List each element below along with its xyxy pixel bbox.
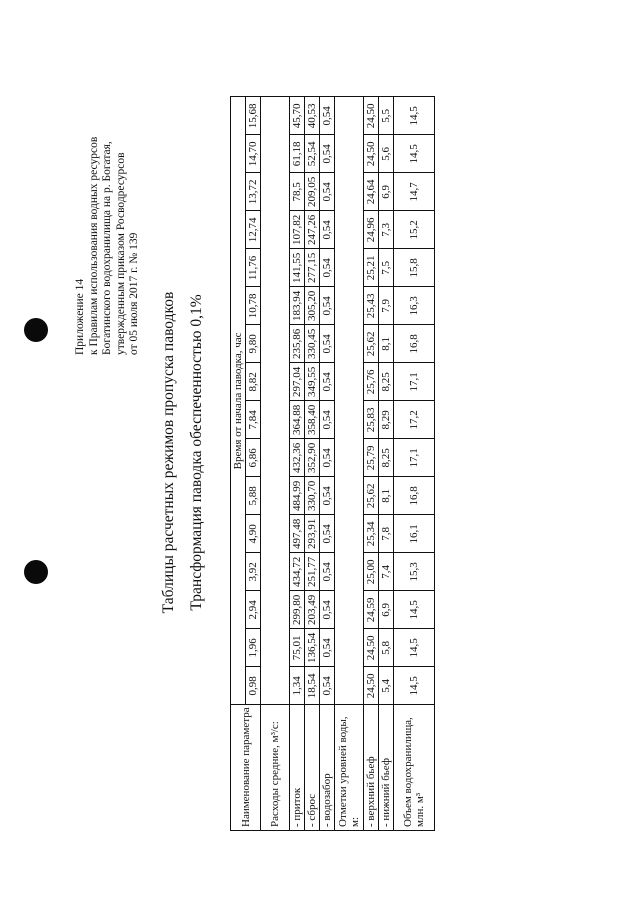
discharge-cell: 203,49 <box>305 591 320 629</box>
upper-cell: 24,50 <box>364 135 379 173</box>
time-header: Время от начала паводка, час <box>231 97 246 705</box>
annex-line: от 05 июля 2017 г. № 139 <box>128 232 141 355</box>
times-cell: 12,74 <box>246 211 261 249</box>
times-cell: 3,92 <box>246 553 261 591</box>
inflow-cell: 45,70 <box>290 97 305 135</box>
volume-cell: 17,1 <box>394 363 435 401</box>
upper-cell: 25,43 <box>364 287 379 325</box>
upper-cell: 24,50 <box>364 629 379 667</box>
annex-line: утвержденным приказом Росводресурсов <box>114 152 127 355</box>
times-cell: 13,72 <box>246 173 261 211</box>
lower-cell: 7,4 <box>379 553 394 591</box>
times-cell: 5,88 <box>246 477 261 515</box>
intake-cell: 0,54 <box>320 135 335 173</box>
upper-cell: 25,83 <box>364 401 379 439</box>
inflow-cell: 297,04 <box>290 363 305 401</box>
level-group-label: Отметки уровней воды, м: <box>335 705 364 831</box>
param-header: Наименование параметра <box>231 705 261 831</box>
inflow-cell: 1,34 <box>290 667 305 705</box>
discharge-cell: 18,54 <box>305 667 320 705</box>
lower-cell: 7,3 <box>379 211 394 249</box>
volume-cell: 15,3 <box>394 553 435 591</box>
annex-line: Богатинского водохранилища на р. Богатая, <box>101 141 114 355</box>
volume-cell: 14,5 <box>394 97 435 135</box>
lower-cell: 6,9 <box>379 591 394 629</box>
inflow-cell: 235,86 <box>290 325 305 363</box>
discharge-cell: 52,54 <box>305 135 320 173</box>
intake-cell: 0,54 <box>320 439 335 477</box>
volume-cell: 16,8 <box>394 325 435 363</box>
inflow-cell: 78,5 <box>290 173 305 211</box>
upper-cell: 24,96 <box>364 211 379 249</box>
intake-row <box>320 97 335 831</box>
volume-cell: 14,5 <box>394 667 435 705</box>
discharge-cell: 352,90 <box>305 439 320 477</box>
discharge-cell: 349,55 <box>305 363 320 401</box>
times-cell: 6,86 <box>246 439 261 477</box>
upper-level-row <box>364 97 379 831</box>
annex-number: Приложение 14 <box>74 278 86 355</box>
times-cell: 1,96 <box>246 629 261 667</box>
upper-cell: 24,50 <box>364 667 379 705</box>
discharge-cell: 209,05 <box>305 173 320 211</box>
volume-cell: 17,1 <box>394 439 435 477</box>
times-cell: 11,76 <box>246 249 261 287</box>
discharge-cell: 40,53 <box>305 97 320 135</box>
lower-cell: 6,9 <box>379 173 394 211</box>
volume-cell: 16,8 <box>394 477 435 515</box>
upper-cell: 25,76 <box>364 363 379 401</box>
row-label: Объем водохранилища, млн. м³ <box>394 705 435 831</box>
intake-cell: 0,54 <box>320 287 335 325</box>
lower-cell: 8,1 <box>379 325 394 363</box>
upper-cell: 25,34 <box>364 515 379 553</box>
intake-cell: 0,54 <box>320 249 335 287</box>
discharge-cell: 330,45 <box>305 325 320 363</box>
intake-cell: 0,54 <box>320 667 335 705</box>
intake-cell: 0,54 <box>320 401 335 439</box>
inflow-cell: 299,80 <box>290 591 305 629</box>
volume-cell: 16,1 <box>394 515 435 553</box>
header-row-1 <box>231 97 246 831</box>
lower-cell: 5,5 <box>379 97 394 135</box>
row-label: - нижний бьеф <box>379 705 394 831</box>
intake-cell: 0,54 <box>320 591 335 629</box>
row-label: - сброс <box>305 705 320 831</box>
times-cell: 15,68 <box>246 97 261 135</box>
annex-line: к Правилам использования водных ресурсов <box>87 136 100 355</box>
intake-cell: 0,54 <box>320 173 335 211</box>
inflow-cell: 61,18 <box>290 135 305 173</box>
annex-header <box>74 25 142 355</box>
discharge-cell: 136,54 <box>305 629 320 667</box>
row-label: - верхний бьеф <box>364 705 379 831</box>
document-subtitle: Трансформация паводка обеспеченностью 0,1% <box>188 294 205 611</box>
inflow-cell: 183,94 <box>290 287 305 325</box>
upper-cell: 24,50 <box>364 97 379 135</box>
lower-cell: 5,8 <box>379 629 394 667</box>
intake-cell: 0,54 <box>320 363 335 401</box>
lower-cell: 8,29 <box>379 401 394 439</box>
lower-cell: 5,6 <box>379 135 394 173</box>
times-cell: 2,94 <box>246 591 261 629</box>
discharge-row <box>305 97 320 831</box>
volume-cell: 16,3 <box>394 287 435 325</box>
discharge-cell: 277,15 <box>305 249 320 287</box>
intake-cell: 0,54 <box>320 553 335 591</box>
lower-cell: 8,25 <box>379 363 394 401</box>
volume-cell: 14,5 <box>394 629 435 667</box>
inflow-cell: 107,82 <box>290 211 305 249</box>
lower-cell: 7,9 <box>379 287 394 325</box>
times-cell: 14,70 <box>246 135 261 173</box>
upper-cell: 25,21 <box>364 249 379 287</box>
intake-cell: 0,54 <box>320 97 335 135</box>
empty-cell <box>261 97 290 705</box>
inflow-cell: 484,99 <box>290 477 305 515</box>
inflow-cell: 141,55 <box>290 249 305 287</box>
upper-cell: 24,64 <box>364 173 379 211</box>
upper-cell: 25,79 <box>364 439 379 477</box>
discharge-cell: 330,70 <box>305 477 320 515</box>
times-cell: 7,84 <box>246 401 261 439</box>
level-group-row <box>335 97 364 831</box>
inflow-cell: 434,72 <box>290 553 305 591</box>
empty-cell <box>335 97 364 705</box>
discharge-cell: 251,77 <box>305 553 320 591</box>
inflow-cell: 497,48 <box>290 515 305 553</box>
upper-cell: 25,62 <box>364 477 379 515</box>
intake-cell: 0,54 <box>320 629 335 667</box>
flow-group-label: Расходы средние, м³/с: <box>261 705 290 831</box>
intake-cell: 0,54 <box>320 211 335 249</box>
discharge-cell: 358,40 <box>305 401 320 439</box>
discharge-cell: 293,91 <box>305 515 320 553</box>
intake-cell: 0,54 <box>320 515 335 553</box>
volume-row <box>394 97 435 831</box>
upper-cell: 25,00 <box>364 553 379 591</box>
inflow-cell: 432,36 <box>290 439 305 477</box>
inflow-cell: 364,88 <box>290 401 305 439</box>
volume-cell: 14,7 <box>394 173 435 211</box>
intake-cell: 0,54 <box>320 477 335 515</box>
times-cell: 9,80 <box>246 325 261 363</box>
times-cell: 0,98 <box>246 667 261 705</box>
times-cell: 10,78 <box>246 287 261 325</box>
times-cell: 4,90 <box>246 515 261 553</box>
volume-cell: 14,5 <box>394 591 435 629</box>
row-label: - водозабор <box>320 705 335 831</box>
intake-cell: 0,54 <box>320 325 335 363</box>
times-cell: 8,82 <box>246 363 261 401</box>
discharge-cell: 305,20 <box>305 287 320 325</box>
volume-cell: 14,5 <box>394 135 435 173</box>
inflow-cell: 75,01 <box>290 629 305 667</box>
volume-cell: 17,2 <box>394 401 435 439</box>
lower-level-row <box>379 97 394 831</box>
lower-cell: 7,5 <box>379 249 394 287</box>
upper-cell: 24,59 <box>364 591 379 629</box>
lower-cell: 5,4 <box>379 667 394 705</box>
row-label: - приток <box>290 705 305 831</box>
document-title: Таблицы расчетных режимов пропуска паводков <box>160 291 177 614</box>
upper-cell: 25,62 <box>364 325 379 363</box>
flood-table <box>230 96 435 831</box>
discharge-cell: 247,26 <box>305 211 320 249</box>
lower-cell: 7,8 <box>379 515 394 553</box>
volume-cell: 15,2 <box>394 211 435 249</box>
flow-group-row <box>261 97 290 831</box>
volume-cell: 15,8 <box>394 249 435 287</box>
lower-cell: 8,25 <box>379 439 394 477</box>
inflow-row <box>290 97 305 831</box>
lower-cell: 8,1 <box>379 477 394 515</box>
